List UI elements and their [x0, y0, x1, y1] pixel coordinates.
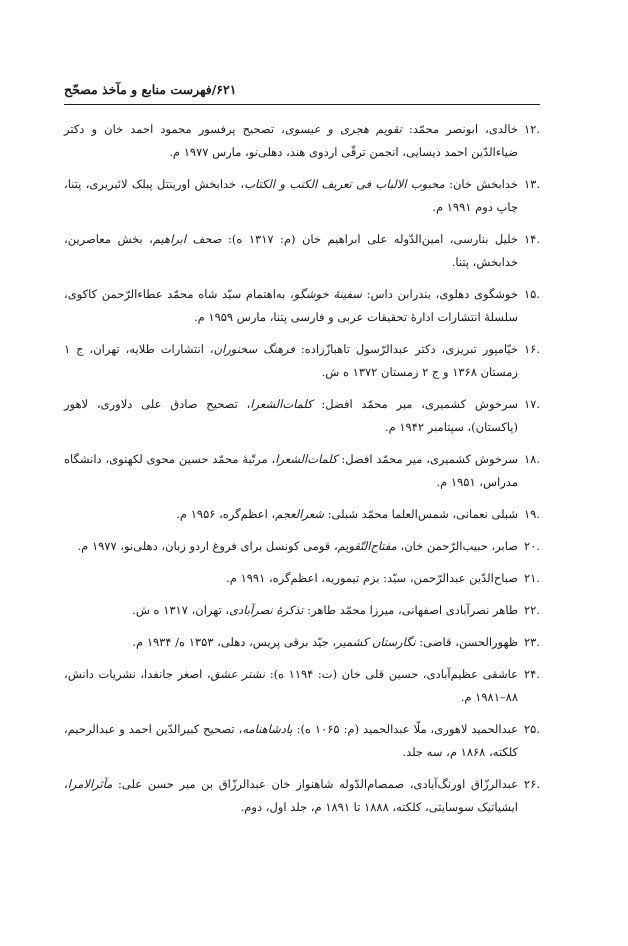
entry-details: ، تصحیح کبیرالدّین احمد و عبدالرحیم، کلکته، ۱۸۶۸ م، سه جلد. [64, 722, 518, 759]
entry-author: خدابخش خان: [444, 177, 519, 191]
bibliography-entry [64, 663, 540, 709]
entry-title: مفتاح‌التّقویم [337, 539, 397, 553]
entry-details: ، جیّد برقی پریس، دهلی، ۱۳۵۳ ه/ ۱۹۳۴ م. [132, 635, 337, 649]
entry-details: ، مرتّبهٔ محمّد حسین محوی لکهنوی، دانشگاه مدراس، ۱۹۵۱ م. [64, 452, 518, 489]
entry-title: پادشاهنامه [242, 722, 293, 736]
entry-number: ۱۴. [523, 232, 540, 246]
entry-text [64, 393, 518, 439]
entry-title: مآثرالامرا [67, 777, 113, 791]
entry-author: خوشگوی دهلوی، بندرابن داس: [361, 287, 518, 301]
entry-title: تقویم هجری و عیسوی [284, 122, 402, 136]
entry-author: خیّامپور تبریزی، دکتر عبدالرّسول تاهبازّزاده: [294, 342, 518, 356]
entry-details: ، قومی کونسل برای فروغ اردو زبان، دهلی‌نو، ۱۹۷۷ م. [77, 539, 338, 553]
entry-number: ۱۷. [523, 397, 540, 411]
entry-number: ۲۳. [523, 635, 540, 649]
entry-title: نگارستان کشمیر [336, 635, 416, 649]
entry-title: کلمات‌الشعرا [250, 397, 313, 411]
entry-text [64, 718, 518, 764]
entry-title: شعرالعجم [275, 507, 325, 521]
entry-details: ، خدابخش اورینتل پبلک لائبریری، پتنا، چاپ دوم ۱۹۹۱ م. [64, 177, 518, 214]
entry-details: ، بخش معاصرین، خدابخش، پتنا. [64, 232, 518, 269]
entry-author: عبدالرزّاق اورنگ‌آبادی، صمصام‌الدّوله شاهنواز خان عبدالرزّاق بن میر حسن علی: [112, 777, 518, 791]
entry-text [64, 535, 518, 558]
entry-details: ، تصحیح صادق علی دلاوری، لاهور (پاکستان)، سپتامبر ۱۹۴۲ م. [64, 397, 518, 434]
entry-text [64, 173, 518, 219]
entry-number: ۲۱. [523, 571, 540, 585]
entry-text [64, 663, 518, 709]
entry-title: تذکرهٔ نصرآبادی [229, 603, 304, 617]
bibliography-entry [64, 118, 540, 164]
entry-number: ۲۴. [523, 667, 540, 681]
bibliography-entry [64, 718, 540, 764]
bibliography-entry [64, 338, 540, 384]
entry-author: عبدالحمید لاهوری، ملّا عبدالحمید (م: ۱۰۶۵ ه): [292, 722, 518, 736]
bibliography-entry [64, 283, 540, 329]
entry-number: ۲۲. [523, 603, 540, 617]
bibliography-entry [64, 631, 540, 654]
entry-number: ۱۶. [523, 342, 540, 356]
entry-text [64, 599, 518, 622]
entry-author: طاهر نصرآبادی اصفهانی، میرزا محمّد طاهر: [303, 603, 518, 617]
entry-author: ظهورالحسن، قاضی: [415, 635, 518, 649]
entry-details: ، اصغر جانفدا، نشریات دانش، ۸۸–۱۹۸۱ م. [64, 667, 518, 704]
entry-text [64, 773, 518, 819]
bibliography-list [64, 118, 540, 828]
bibliography-entry [64, 393, 540, 439]
page-title: ۶۲۱/فهرست منابع و مآخذ مصحّح [64, 81, 237, 97]
entry-title: صحف ابراهیم [152, 232, 222, 246]
bibliography-entry [64, 567, 540, 590]
entry-number: ۲۵. [523, 722, 540, 736]
entry-text [64, 118, 518, 164]
running-header [64, 78, 540, 105]
entry-number: ۲۶. [523, 777, 540, 791]
entry-details: ، اعظم‌گره، ۱۹۵۶ م. [176, 507, 276, 521]
entry-details: ، تهران، ۱۳۱۷ ه ش. [132, 603, 230, 617]
entry-author: صابر، حبیب‌الرّحمن خان، [396, 539, 518, 553]
entry-title: کلمات‌الشعرا [275, 452, 338, 466]
bibliography-entry [64, 773, 540, 819]
entry-author: صباح‌الدّین عبدالرّحمن، سیّد: بزم تیموریه، اعظم‌گره، ۱۹۹۱ م. [226, 571, 518, 585]
entry-number: ۲۰. [523, 539, 540, 553]
bibliography-entry [64, 535, 540, 558]
entry-details: ، به‌اهتمام سیّد شاه محمّد عطاءالرّحمن کاکوی، سلسلهٔ انتشارات ادارهٔ تحقیقات عربی و فارسی پتنا، مارس ۱۹۵۹ م. [64, 287, 518, 324]
entry-details: ، ایشیاتیک سوسایتی، کلکته، ۱۸۸۸ تا ۱۸۹۱ م، جلد اول، دوم. [64, 777, 518, 814]
entry-details: ، تصحیح پرفسور محمود احمد خان و دکتر ضیاءالدّین احمد دیسایی، انجمن ترقّی اردوی هند، دهلی‌نو، مارس ۱۹۷۷ م. [64, 122, 518, 159]
entry-text [64, 283, 518, 329]
entry-title: محبوب الالباب فی تعریف الکتب و الکتاب [244, 177, 445, 191]
entry-text [64, 338, 518, 384]
bibliography-entry [64, 173, 540, 219]
entry-title: نشتر عشق [210, 667, 266, 681]
entry-number: ۱۵. [523, 287, 540, 301]
bibliography-entry [64, 228, 540, 274]
entry-author: سرخوش کشمیری، میر محمّد افضل: [337, 452, 519, 466]
entry-author: شبلی نعمانی، شمس‌العلما محمّد شبلی: [324, 507, 518, 521]
entry-text [64, 448, 518, 494]
bibliography-entry [64, 503, 540, 526]
entry-details: ، انتشارات طلایه، تهران، ج ۱ زمستان ۱۳۶۸ و ج ۲ زمستان ۱۳۷۲ ه ش. [64, 342, 518, 379]
entry-author: خالدی، ابونصر محمّد: [401, 122, 518, 136]
entry-number: ۱۲. [523, 122, 540, 136]
entry-author: خلیل بنارسی، امین‌الدّوله علی ابراهیم خان (م: ۱۳۱۷ ه): [221, 232, 518, 246]
entry-number: ۱۳. [523, 177, 540, 191]
entry-number: ۱۸. [523, 452, 540, 466]
entry-text [64, 228, 518, 274]
entry-author: سرخوش کشمیری، میر محمّد افضل: [312, 397, 518, 411]
entry-text [64, 631, 518, 654]
entry-title: فرهنگ سخنوران [213, 342, 295, 356]
entry-text [64, 503, 518, 526]
entry-title: سفینهٔ خوشگو [293, 287, 362, 301]
bibliography-entry [64, 448, 540, 494]
bibliography-entry [64, 599, 540, 622]
entry-number: ۱۹. [523, 507, 540, 521]
entry-author: عاشقی عظیم‌آبادی، حسین قلی خان (ت: ۱۱۹۴ ه): [265, 667, 518, 681]
entry-text [64, 567, 518, 590]
